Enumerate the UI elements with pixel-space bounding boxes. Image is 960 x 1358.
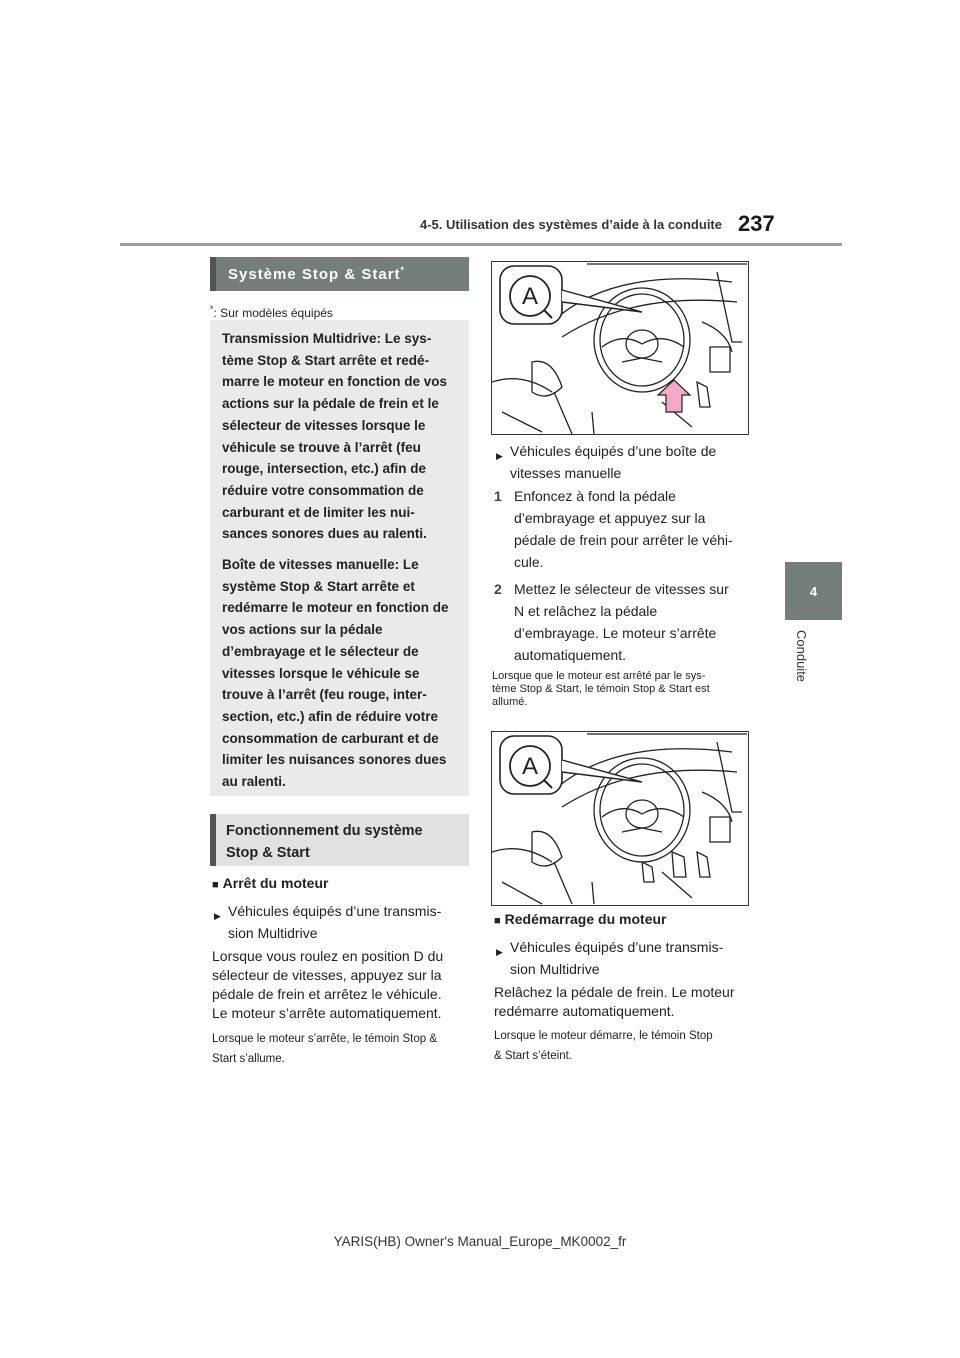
step-1-line: pédale de frein pour arrêter le véhi-: [514, 532, 733, 548]
dashboard-drawing: [492, 732, 748, 905]
restart-note: [494, 1026, 756, 1066]
restart-multidrive-line2: sion Multidrive: [510, 961, 600, 977]
stop-body-line: Lorsque vous roulez en position D du: [212, 948, 444, 964]
multidrive-condition: [212, 900, 441, 944]
manual-condition-line2: vitesses manuelle: [510, 465, 622, 481]
manual-note-line: Lorsque que le moteur est arrêté par le sys-: [492, 670, 706, 682]
manual-note-line: allumé.: [492, 696, 528, 708]
intro-box: [210, 320, 469, 796]
restart-title: ■ Redémarrage du moteur: [494, 911, 666, 927]
restart-multidrive-condition: [494, 936, 723, 980]
stop-body-line: sélecteur de vitesses, appuyez sur la: [212, 967, 442, 983]
multidrive-condition-line1: ▶ Véhicules équipés d’une transmis-: [228, 903, 442, 919]
step-2-line: N et relâchez la pédale: [514, 603, 658, 619]
restart-note-line: & Start s’éteint.: [494, 1050, 572, 1062]
chapter-label: Conduite: [794, 630, 809, 683]
intro-paragraph-multidrive: Transmission Multidrive: Le sys-tème Stop & Start arrête et redé-marre le moteur en fonction de vos actions sur la pédale de frein et le sélecteur de vitesses lorsque le véhicule se trouve à l’arrêt (feu rouge, intersection, etc.) afin de réduire votre consommation de carburant et de limiter les nui-sances sonores dues au ralenti.: [222, 331, 448, 542]
callout-label: A: [521, 283, 539, 310]
stop-body-line: Le moteur s’arrête automatiquement.: [212, 1005, 442, 1021]
manual-note: [492, 670, 754, 709]
step-number: 2: [494, 581, 502, 597]
step-1-line: d’embrayage et appuyez sur la: [514, 510, 706, 526]
heading-footnote-mark: *: [400, 265, 406, 275]
page-number: 237: [738, 211, 775, 236]
step-2-line: d’embrayage. Le moteur s’arrête: [514, 625, 717, 641]
manual-condition-line1: ▶ Véhicules équipés d’une boîte de: [510, 443, 717, 459]
step-2-line: Mettez le sélecteur de vitesses sur: [514, 581, 729, 597]
restart-body-line: Relâchez la pédale de frein. Le moteur: [494, 984, 735, 1000]
manual-note-line: tème Stop & Start, le témoin Stop & Start est: [492, 683, 710, 695]
pedal-arrow-icon: [658, 380, 690, 412]
footer-manual-id: YARIS(HB) Owner's Manual_Europe_MK0002_fr: [333, 1234, 627, 1249]
stop-title: ■ Arrêt du moteur: [212, 875, 328, 891]
dashboard-illustration-restart: [491, 731, 749, 906]
step-2-line: automatiquement.: [514, 647, 627, 663]
multidrive-condition-line2: sion Multidrive: [228, 925, 318, 941]
stop-note: [212, 1029, 474, 1069]
subsection-heading: [210, 814, 469, 866]
footnote-mark: *: [210, 304, 214, 314]
section-heading: [210, 257, 469, 291]
callout-label: A: [521, 753, 539, 780]
section-heading-text: Système Stop & Start: [228, 266, 401, 283]
footnote: [210, 304, 333, 320]
dashboard-illustration-manual: [491, 261, 749, 435]
step-1: [492, 485, 774, 573]
stop-note-line: Lorsque le moteur s’arrête, le témoin Stop &: [212, 1033, 438, 1045]
header-rule: [120, 243, 842, 246]
step-1-line: Enfoncez à fond la pédale: [514, 488, 676, 504]
step-1-line: cule.: [514, 554, 544, 570]
restart-note-line: Lorsque le moteur démarre, le témoin Stop: [494, 1030, 713, 1042]
restart-multidrive-line1: ▶ Véhicules équipés d’une transmis-: [510, 939, 724, 955]
chapter-tab: 4: [785, 562, 842, 620]
stop-body-line: pédale de frein et arrêtez le véhicule.: [212, 986, 442, 1002]
running-header-section: 4-5. Utilisation des systèmes d’aide à la conduite: [420, 217, 722, 232]
step-2: [492, 578, 774, 666]
stop-body: [212, 947, 472, 1023]
footnote-text: : Sur modèles équipés: [213, 306, 333, 320]
step-number: 1: [494, 488, 502, 504]
manual-condition: [494, 440, 716, 484]
stop-note-line: Start s’allume.: [212, 1053, 285, 1065]
dashboard-drawing: [492, 262, 748, 434]
intro-paragraph-manual: Boîte de vitesses manuelle: Le système Stop & Start arrête et redémarre le moteur en fonction de vos actions sur la pédale d’embrayage et le sélecteur de vitesses lorsque le véhicule se trouve à l’arrêt (feu rouge, inter-section, etc.) afin de réduire votre consommation de carburant et de limiter les nuisances sonores dues au ralenti.: [222, 557, 449, 790]
restart-body-line: redémarre automatiquement.: [494, 1003, 675, 1019]
restart-body: [494, 983, 756, 1021]
subsection-heading-line2: Stop & Start: [226, 845, 310, 861]
subsection-heading-line1: Fonctionnement du système: [226, 823, 423, 839]
